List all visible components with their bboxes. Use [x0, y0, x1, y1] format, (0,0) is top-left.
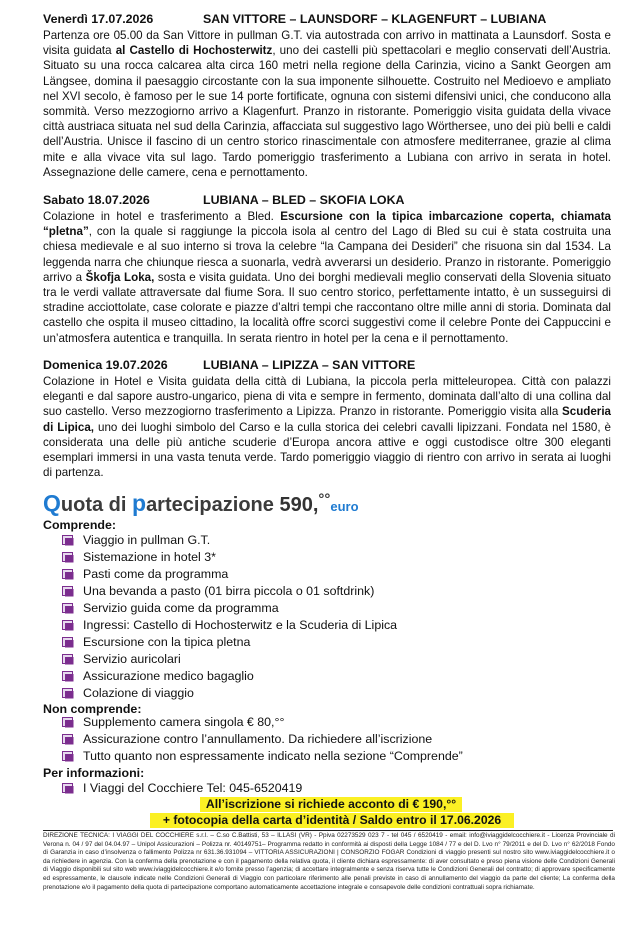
list-item-label: Assicurazione medico bagaglio — [83, 669, 254, 683]
list-bullet-icon — [62, 552, 74, 563]
list-item — [62, 549, 397, 566]
info-list — [62, 780, 302, 797]
list-item — [62, 714, 463, 731]
list-bullet-icon — [62, 654, 74, 665]
body-text: , con la quale si raggiunge la piccola isola al centro del Lago di Bled su cui è stata costruita una chiesa medievale e al suo interno si trova la celebre “la Campana dei Desideri” che risuona sin dal 1534. La leggenda narra che chiunque riesca a suonarla, vedrà avverarsi un desiderio. Pranzo in ristorante. Pomeriggio arrivo a — [43, 225, 611, 284]
list-item-label: Pasti come da programma — [83, 567, 229, 581]
list-item-label: Colazione di viaggio — [83, 686, 194, 700]
list-item — [62, 566, 397, 583]
day-1-route: SAN VITTORE – LAUNSDORF – KLAGENFURT – LUBIANA — [203, 12, 547, 26]
list-item — [62, 748, 463, 765]
list-item — [62, 600, 397, 617]
list-bullet-icon — [62, 603, 74, 614]
list-item — [62, 668, 397, 685]
comprende-label: Comprende: — [43, 518, 116, 532]
list-item — [62, 532, 397, 549]
list-item — [62, 731, 463, 748]
body-text: Colazione in hotel e trasferimento a Bled. — [43, 210, 281, 223]
list-item-label: Escursione con la tipica pletna — [83, 635, 251, 649]
day-2-date: Sabato 18.07.2026 — [43, 193, 150, 207]
list-item — [62, 780, 302, 797]
list-item-label: Assicurazione contro l’annullamento. Da richiedere all’iscrizione — [83, 732, 433, 746]
day-1-date: Venerdì 17.07.2026 — [43, 12, 154, 26]
list-bullet-icon — [62, 535, 74, 546]
footer-divider — [43, 830, 613, 831]
list-item-label: Sistemazione in hotel 3* — [83, 550, 216, 564]
day-2-route: LUBIANA – BLED – SKOFIA LOKA — [203, 193, 405, 207]
list-bullet-icon — [62, 569, 74, 580]
list-item-label: Tutto quanto non espressamente indicato nella sezione “Comprende” — [83, 749, 463, 763]
body-text: , uno dei castelli più spettacolari e meglio conservati dell’Austria. Situato su una rocca calcarea alta circa 160 metri nella regione della Carinzia, vicino a Sankt Georgen am Längsee, domina il paesaggio circostante con la sua imponente silhouette. Costruito nel Medioevo e ampliato nel XVI secolo, è famoso per le sue 14 porte fortificate, ognuna con sistemi difensivi unici, che conducono alla sommità. Verso mezzogiorno arrivo a Klagenfurt. Pranzo in ristorante. Pomeriggio visita guidata della vivace città austriaca situata nel sud della Carinzia, affacciata sul suggestivo lago Wörthersee, uno dei più belli e caldi dell’Austria. Unisce il fascino di un centro storico rinascimentale con atmosfere mediterranee, grazie al clima mite e alla vivace vita sul lago. Tardo pomeriggio trasferimento a Lubiana con arrivo in serata in hotel. Assegnazione delle camere, cena e pernottamento. — [43, 44, 611, 179]
balance-note: + fotocopia della carta d’identità / Saldo entro il 17.06.2026 — [150, 813, 514, 828]
day-3-description — [43, 374, 611, 480]
list-bullet-icon — [62, 671, 74, 682]
price-heading-rest: artecipazione — [146, 494, 280, 516]
day-3-route: LUBIANA – LIPIZZA – SAN VITTORE — [203, 358, 416, 372]
day-3-date: Domenica 19.07.2026 — [43, 358, 168, 372]
body-text: sosta e visita guidata. Uno dei borghi medievali meglio conservati della Slovenia situato tra le verdi vallate attraversate dal fiume Sora. Il suo centro storico, perfettamente intatto, è un susseguirsi di stradine acciottolate, case colorate e piazze d’altri tempi che raccontano oltre mille anni di storia. Dominata dal castello che ospita il museo cittadino, la località offre scorci suggestivi come il celebre Ponte dei Cappuccini e un’atmosfera autentica e tranquilla. In serata rientro in hotel per la cena e il pernottamento. — [43, 270, 612, 345]
highlight-text: Escursione con la tipica imbarcazione coperta, chiamata “pletna” — [43, 210, 612, 239]
day-1-description — [43, 28, 611, 180]
non-comprende-list — [62, 714, 463, 765]
list-bullet-icon — [62, 734, 74, 745]
footer-legal-text: DIREZIONE TECNICA: I VIAGGI DEL COCCHIERE s.r.l. – C.so C.Battisti, 53 – ILLASI (VR) - Ppiva 02273529 023 7 - tel 045 / 6520419 - email: info@iviaggidelcocchiere.it - Licenza Provinciale di Verona n. 04 / 97 del 04.04.97 – Unipol Assicurazioni – Polizza nr. 40149751– Programma redatto in conformità ai disposti della Legge 1084 / 77 e del D. Lvo n° 79/2011 e del D. Lvo n° 62/2018 Fondo di Garanzia in caso d’insolvenza o fallimento Polizza nr 631.36.931094 – VITTORIA ASSICURAZIONI | CONSORZIO FOGAR Condizioni di viaggio presenti sul nostro sito www.iviaggidelcocchiere.it o da richiedere in agenzia. Con la conferma della prenotazione e con il pagamento della relativa quota, il cliente dichiara espressamente: di aver consultato e preso piena visione delle Condizioni Generali di Viaggio disponibili sul sito web www.iviaggidelcocchiere.it e/o fornite presso l’agenzia; di accettare integralmente e senza riserva tutte le Condizioni Generali del contratto; di approvare specificamente ed espressamente, le clausole indicate nelle Condizioni Generali di Viaggio con particolare riferimento alle penali previste in caso di annullamento del viaggio da parte del cliente; La conferma della prenotazione e/o il pagamento della quota di partecipazione comportano automaticamente accettazione integrale e consapevole delle condizioni contrattuali sopra richiamate. — [43, 832, 615, 891]
day-1-header — [43, 12, 613, 27]
price-value: 590, — [279, 494, 319, 516]
list-item-label: Viaggio in pullman G.T. — [83, 533, 211, 547]
list-item-label: Supplemento camera singola € 80,°° — [83, 715, 285, 729]
list-bullet-icon — [62, 620, 74, 631]
highlight-text: al Castello di Hochosterwitz — [115, 44, 273, 58]
body-text: Partenza ore 05.00 da San Vittore in pullman G.T. via autostrada con arrivo in mattinata a Launsdorf. Sosta e visita guidata — [43, 29, 611, 58]
list-bullet-icon — [62, 688, 74, 699]
list-bullet-icon — [62, 751, 74, 762]
highlight-text: Scuderia di Lipica, — [43, 405, 611, 434]
price-heading — [43, 490, 359, 517]
day-2-header — [43, 193, 613, 208]
highlight-text: Škofja Loka, — [85, 270, 155, 284]
list-item — [62, 651, 397, 668]
price-degrees: °° — [318, 491, 331, 508]
price-heading-q: Q — [43, 490, 61, 516]
list-item-label: Servizio auricolari — [83, 652, 181, 666]
day-3-header — [43, 358, 613, 373]
comprende-list — [62, 532, 397, 702]
price-heading-p: p — [132, 490, 147, 516]
list-item-label: Una bevanda a pasto (01 birra piccola o 01 softdrink) — [83, 584, 375, 598]
list-item-label: Ingressi: Castello di Hochosterwitz e la Scuderia di Lipica — [83, 618, 398, 632]
list-item-label: I Viaggi del Cocchiere Tel: 045-6520419 — [83, 781, 303, 795]
list-bullet-icon — [62, 586, 74, 597]
list-item — [62, 617, 397, 634]
price-heading-uota: uota di — [60, 494, 132, 516]
body-text: Colazione in Hotel e Visita guidata della città di Lubiana, la piccola perla mitteleuropea. Città con palazzi eleganti e dal sapore austro-ungarico, piena di vita e sempre in fermento, dominata dall’alto di una collina dal suo castello. Verso mezzogiorno trasferimento a Lipizza. Pranzo in ristorante. Pomeriggio visita alla — [43, 375, 611, 419]
info-label: Per informazioni: — [43, 766, 145, 780]
list-bullet-icon — [62, 783, 74, 794]
list-item — [62, 634, 397, 651]
body-text: uno dei luoghi simbolo del Carso e la culla storica dei celebri cavalli lipizzani. Fondata nel 1580, è considerata una delle più antiche scuderie d’Europa ancora attive e oggi custodisce oltre 300 eleganti esemplari immersi in una vasta tenuta verde. Tardo pomeriggio viaggio di rientro con arrivo in serata ai luoghi di partenza. — [43, 420, 612, 480]
list-bullet-icon — [62, 717, 74, 728]
list-item-label: Servizio guida come da programma — [83, 601, 279, 615]
list-bullet-icon — [62, 637, 74, 648]
list-item — [62, 583, 397, 600]
non-comprende-label: Non comprende: — [43, 702, 142, 716]
list-item — [62, 685, 397, 702]
day-2-description — [43, 209, 611, 346]
deposit-note: All’iscrizione si richiede acconto di € 190,°° — [200, 797, 462, 812]
price-currency: euro — [330, 499, 359, 514]
